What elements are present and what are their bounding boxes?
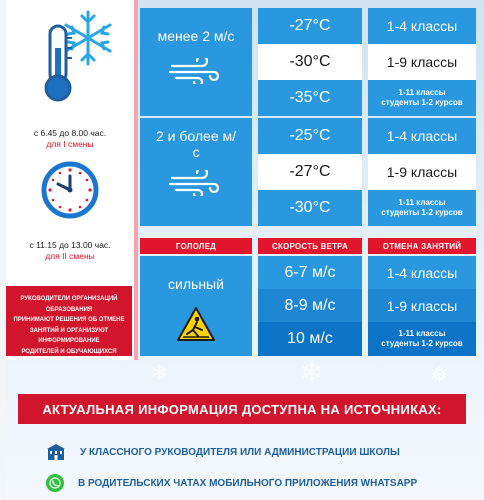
wind-icon	[168, 170, 224, 196]
temp-cell: -35°C	[258, 80, 362, 116]
shift1-time: с 6.45 до 8.00 час.	[33, 128, 107, 138]
grade-cell-all	[368, 80, 476, 116]
header-ice: ГОЛОЛЕД	[140, 238, 252, 254]
source-whatsapp-text: В РОДИТЕЛЬСКИХ ЧАТАХ МОБИЛЬНОГО ПРИЛОЖЕНИЯ WHATSAPP	[78, 477, 418, 489]
grade-cell: 1-9 классы	[368, 289, 476, 322]
source-school	[46, 443, 400, 461]
grade-all-line: студенты 1-2 курсов	[381, 339, 463, 348]
grade-all-line: студенты 1-2 курсов	[381, 98, 463, 107]
wind-low-label: менее 2 м/с	[157, 28, 235, 44]
header-cancel: ОТМЕНА ЗАНЯТИЙ	[368, 238, 476, 254]
snowflake-decoration: ❄	[300, 357, 324, 388]
info-banner: АКТУАЛЬНАЯ ИНФОРМАЦИЯ ДОСТУПНА НА ИСТОЧНИКАХ:	[18, 394, 466, 424]
grade-cell-all	[368, 322, 476, 356]
wind-speed-cell: 8-9 м/с	[258, 289, 362, 322]
grade-cell: 1-4 классы	[368, 118, 476, 154]
shift2-time: с 11.15 до 13.00 час.	[29, 240, 111, 250]
grade-all-line: студенты 1-2 курсов	[381, 208, 463, 217]
temp-cell: -25°C	[258, 118, 362, 154]
grade-cell: 1-9 классы	[368, 44, 476, 80]
temp-cell: -27°C	[258, 8, 362, 44]
source-whatsapp	[46, 474, 417, 492]
wind-speed-cell: 6-7 м/с	[258, 256, 362, 289]
grade-cell: 1-9 классы	[368, 154, 476, 190]
grade-all-line: 1-11 классы	[398, 329, 446, 338]
notice-box	[6, 286, 132, 356]
temp-cell: -30°C	[258, 190, 362, 226]
ice-label: сильный	[168, 276, 224, 292]
wind-speed-cell: 10 м/с	[258, 322, 362, 356]
shift2-label: для II смены	[45, 251, 95, 261]
grade-all-line: 1-11 классы	[398, 198, 446, 207]
slippery-warning-icon	[176, 306, 216, 342]
snowflake-decoration: ❅	[430, 362, 449, 387]
grade-cell: 1-4 классы	[368, 256, 476, 289]
thermometer-snowflake-icon	[36, 6, 116, 106]
notice-line: РУКОВОДИТЕЛИ ОРГАНИЗАЦИЙ ОБРАЗОВАНИЯ	[20, 296, 118, 313]
snowflake-decoration: ❄	[150, 360, 169, 385]
shift1-label: для I смены	[46, 139, 94, 149]
source-school-text: У КЛАССНОГО РУКОВОДИТЕЛЯ ИЛИ АДМИНИСТРАЦИИ ШКОЛЫ	[80, 446, 400, 458]
notice-line: ПРИНИМАЮТ РЕШЕНИЯ ОБ ОТМЕНЕ	[13, 317, 125, 323]
phone-icon	[49, 477, 61, 489]
notice-line: РОДИТЕЛЕЙ И ОБУЧАЮЩИХСЯ	[21, 348, 117, 355]
grade-all-line: 1-11 классы	[398, 88, 446, 97]
header-wind-speed: СКОРОСТЬ ВЕТРА	[258, 238, 362, 254]
temp-cell: -27°C	[258, 154, 362, 190]
temp-cell: -30°C	[258, 44, 362, 80]
grade-cell-all	[368, 190, 476, 226]
grade-cell: 1-4 классы	[368, 8, 476, 44]
clock-icon	[40, 160, 100, 220]
left-column	[6, 0, 138, 360]
wind-high-label: 2 и более м/с	[155, 128, 237, 160]
school-building-icon	[46, 443, 66, 461]
notice-line: ЗАНЯТИЙ И ОРГАНИЗУЮТ ИНФОРМИРОВАНИЕ	[29, 327, 109, 344]
whatsapp-icon	[46, 474, 64, 492]
wind-icon	[168, 58, 224, 84]
